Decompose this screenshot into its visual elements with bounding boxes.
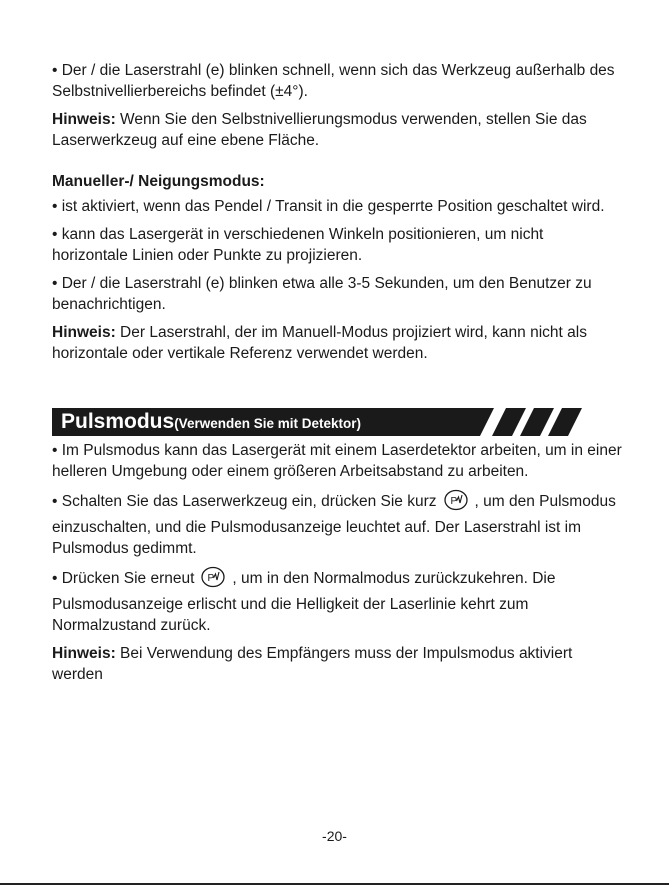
svg-text:P: P: [207, 573, 215, 584]
manual-mode-bullet-2: • kann das Lasergerät in verschiedenen Winkeln positionieren, um nicht horizontale Linien oder Punkte zu projizieren.: [52, 226, 544, 264]
pulse-mode-bullet-2: [52, 489, 622, 559]
pulse-button-icon: [200, 566, 226, 594]
note-label: Hinweis:: [52, 324, 116, 341]
note-text: Wenn Sie den Selbstnivellierungsmodus verwenden, stellen Sie das Laserwerkzeug auf eine ebene Fläche.: [52, 111, 587, 149]
pulse-mode-bullet-3-end: , um in den Normalmodus zurückzukehren. Die Pulsmodusanzeige erlischt und die Helligkeit der Laserlinie kehrt zum Normalzustand zurück.: [52, 570, 556, 634]
manual-page-content: [52, 60, 622, 692]
out-of-range-bullet: • Der / die Laserstrahl (e) blinken schnell, wenn sich das Werkzeug außerhalb des Selbstnivellierbereichs befindet (±4°).: [52, 62, 615, 100]
note-text: Bei Verwendung des Empfängers muss der Impulsmodus aktiviert werden: [52, 645, 573, 683]
pulse-mode-title-text: Pulsmodus: [61, 410, 175, 433]
pulse-mode-bullet-2-end: , um den Pulsmodus einzuschalten, und die Pulsmodusanzeige leuchtet auf. Der Laserstrahl ist im Pulsmodus gedimmt.: [52, 493, 616, 557]
page-bottom-divider: [0, 883, 669, 885]
pulse-mode-title: [61, 409, 361, 437]
pulse-button-icon: [443, 489, 469, 517]
manual-mode-note: [52, 322, 622, 364]
pulse-mode-bullet-2-start: • Schalten Sie das Laserwerkzeug ein, drücken Sie kurz: [52, 493, 437, 510]
manual-mode-heading: Manueller-/ Neigungsmodus:: [52, 173, 265, 190]
page-number: -20-: [322, 828, 347, 844]
manual-mode-bullet-1: • ist aktiviert, wenn das Pendel / Transit in die gesperrte Position geschaltet wird.: [52, 198, 605, 215]
note-text: Der Laserstrahl, der im Manuell-Modus projiziert wird, kann nicht als horizontale oder vertikale Referenz verwendet werden.: [52, 324, 587, 362]
self-leveling-note: [52, 109, 622, 151]
svg-text:P: P: [450, 496, 457, 507]
note-label: Hinweis:: [52, 111, 116, 128]
note-label: Hinweis:: [52, 645, 116, 662]
pulse-mode-bullet-3: [52, 566, 622, 636]
pulse-mode-subtitle: (Verwenden Sie mit Detektor): [174, 416, 361, 431]
pulse-mode-banner: [52, 408, 592, 436]
pulse-mode-bullet-1: • Im Pulsmodus kann das Lasergerät mit einem Laserdetektor arbeiten, um in einer helleren Umgebung oder einem größeren Arbeitsabstand zu arbeiten.: [52, 442, 622, 480]
pulse-mode-note: [52, 643, 622, 685]
manual-mode-bullet-3: • Der / die Laserstrahl (e) blinken etwa alle 3-5 Sekunden, um den Benutzer zu benachrichtigen.: [52, 275, 592, 313]
pulse-mode-bullet-3-start: • Drücken Sie erneut: [52, 570, 195, 587]
